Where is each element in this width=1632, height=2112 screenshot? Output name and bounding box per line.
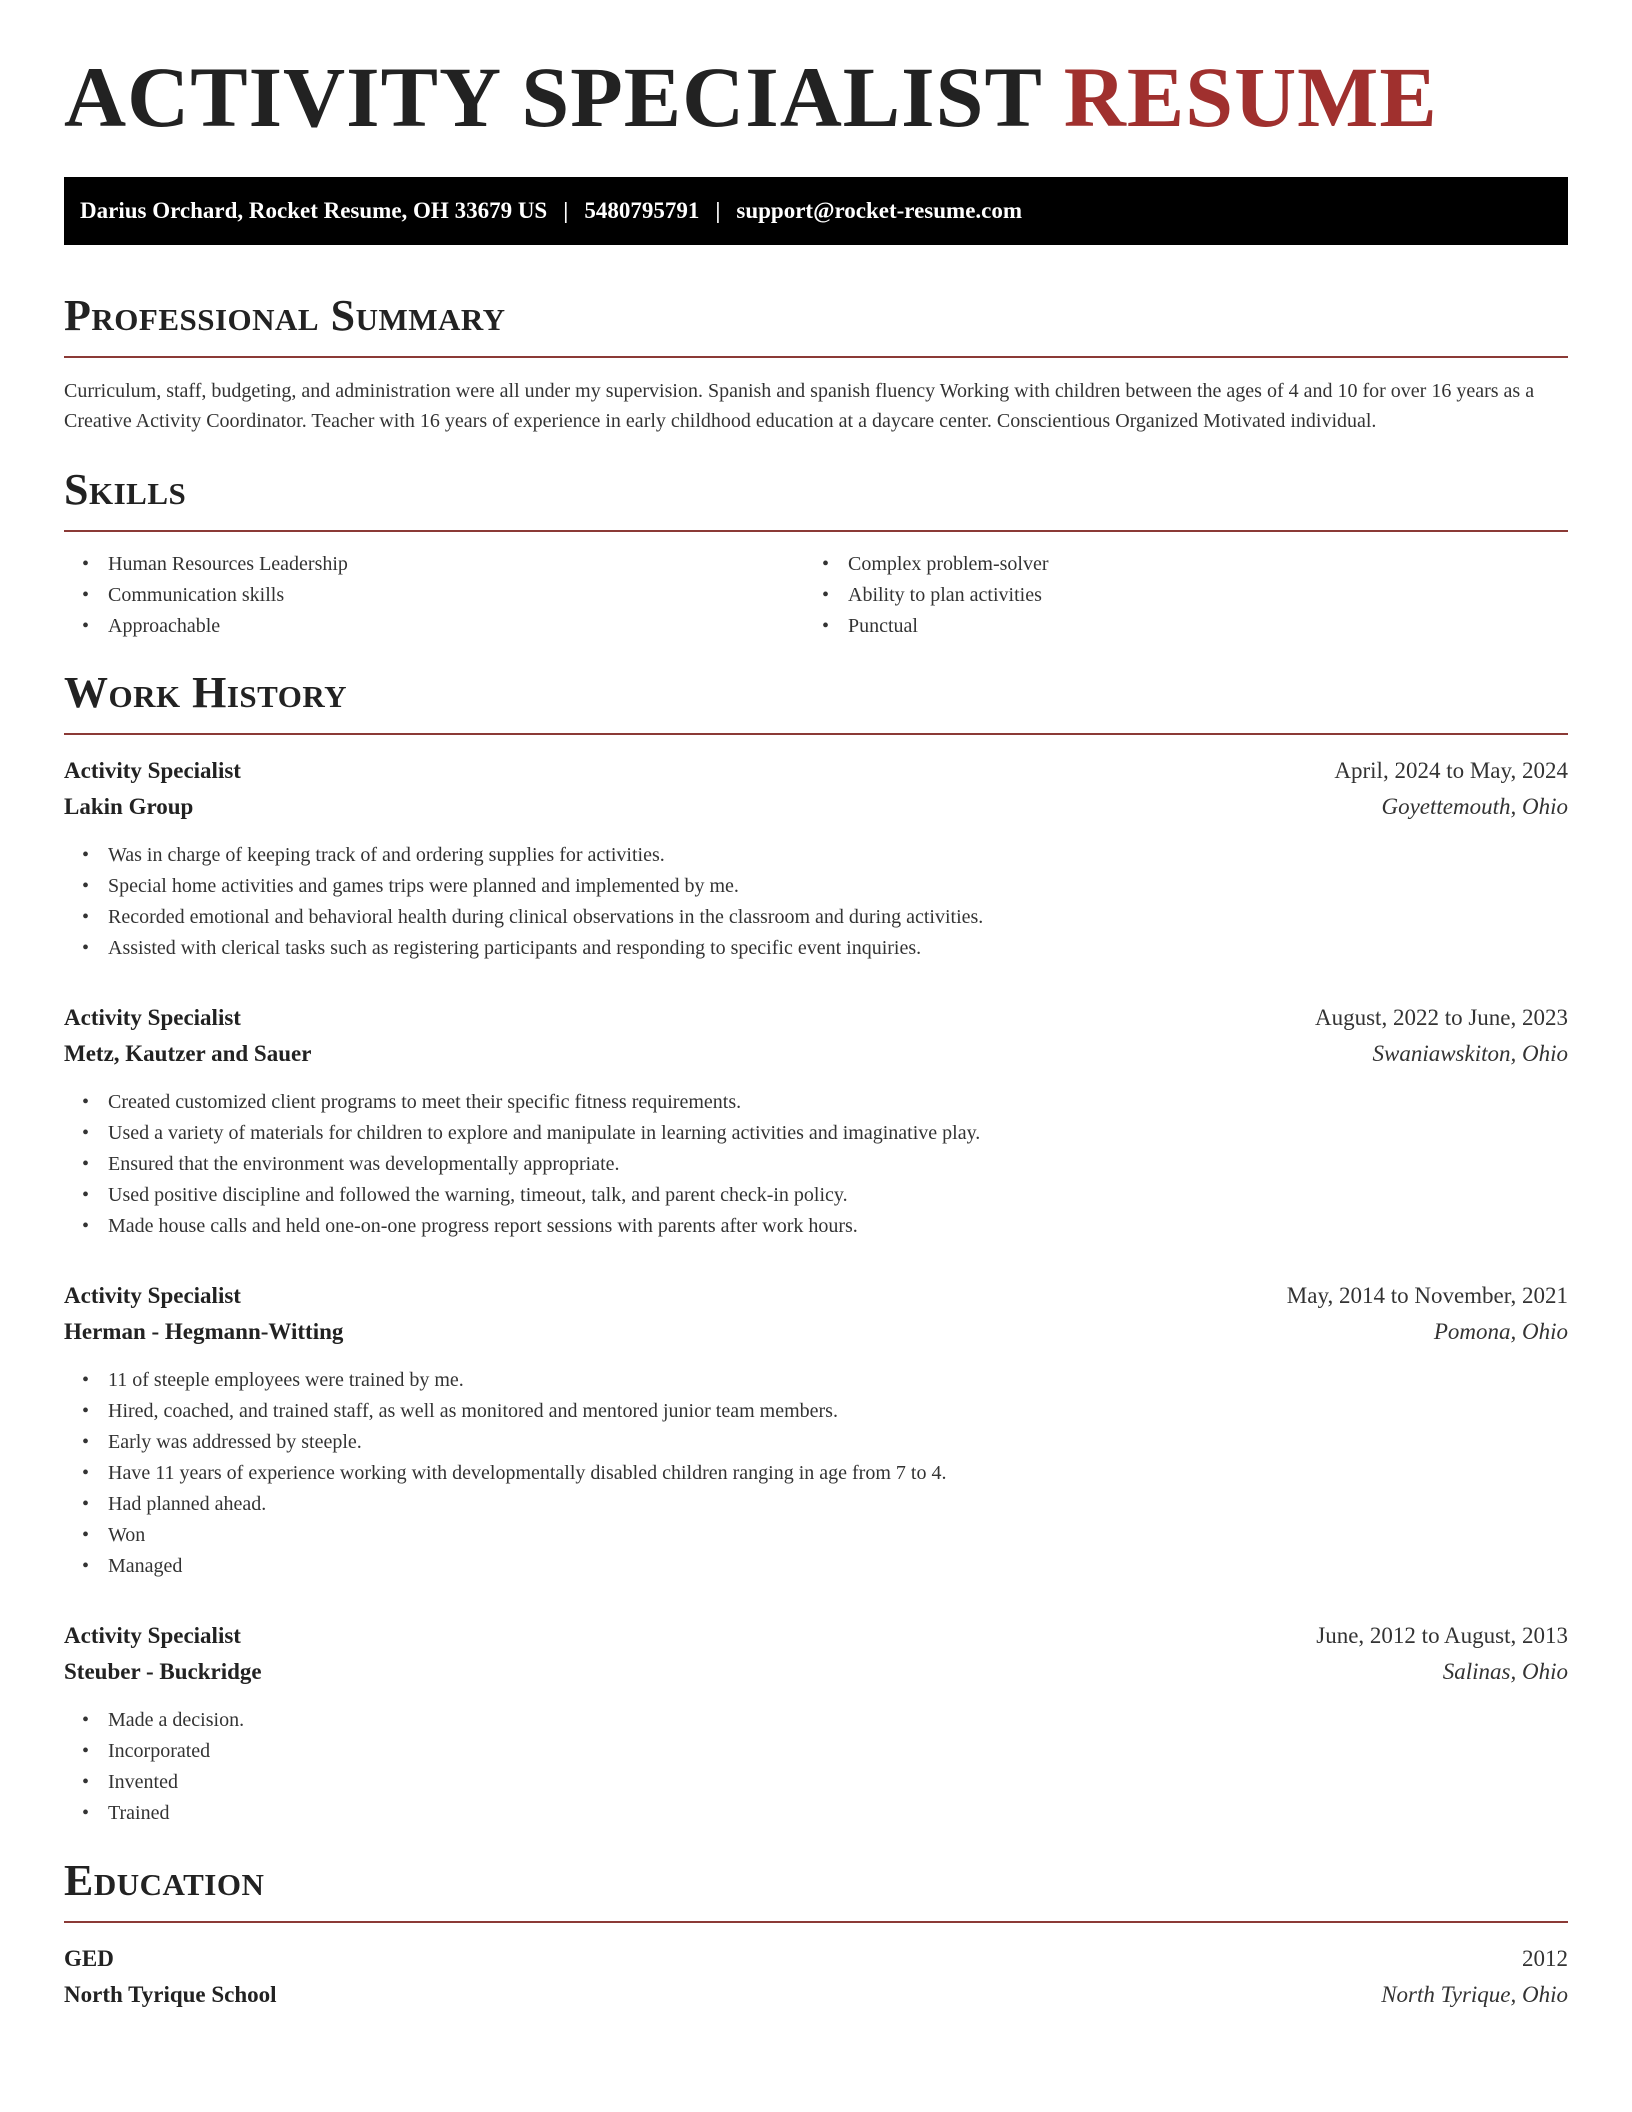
job-location: Goyettemouth, Ohio [1381, 794, 1568, 819]
education-degree: GED [64, 1946, 114, 1971]
skills-heading: Skills [64, 465, 187, 514]
summary-heading: Professional Summary [64, 291, 506, 340]
title-accent: RESUME [1063, 49, 1438, 145]
job-location: Pomona, Ohio [1433, 1319, 1568, 1344]
skill-item: • Human Resources Leadership [108, 549, 804, 580]
job-header-row [64, 1618, 1568, 1654]
contact-separator: | [563, 198, 569, 223]
job-entry [64, 753, 1568, 964]
job-bullet: • Have 11 years of experience working with developmentally disabled children ranging in age from 7 to 4. [108, 1458, 1568, 1489]
job-dates: April, 2024 to May, 2024 [1334, 758, 1568, 783]
summary-text: Curriculum, staff, budgeting, and administration were all under my supervision. Spanish and spanish fluency Working with children between the ages of 4 and 10 for over 16 years as a Creative Activity Coordinator. Teacher with 16 years of experience in early childhood education at a daycare center. Conscientious Organized Motivated individual. [64, 380, 1535, 432]
resume-title [64, 49, 1568, 145]
job-bullet: • Recorded emotional and behavioral health during clinical observations in the classroom and during activities. [108, 902, 1568, 933]
education-location: North Tyrique, Ohio [1381, 1982, 1568, 2007]
skills-column-right [804, 549, 1544, 642]
section-divider [64, 530, 1568, 532]
job-bullet: • Invented [108, 1767, 1568, 1798]
education-year: 2012 [1522, 1946, 1568, 1971]
job-company-row [64, 789, 1568, 825]
job-bullet: • Managed [108, 1551, 1568, 1582]
job-company: Lakin Group [64, 794, 194, 819]
section-divider [64, 1921, 1568, 1923]
job-bullets [64, 1365, 1568, 1582]
job-company: Metz, Kautzer and Sauer [64, 1041, 312, 1066]
summary-section [64, 291, 1568, 436]
job-bullet: • Special home activities and games trips were planned and implemented by me. [108, 871, 1568, 902]
job-company-row [64, 1036, 1568, 1072]
job-bullet: • Ensured that the environment was developmentally appropriate. [108, 1149, 1568, 1180]
job-bullet: • Early was addressed by steeple. [108, 1427, 1568, 1458]
job-company: Herman - Hegmann-Witting [64, 1319, 344, 1344]
contact-phone: 5480795791 [584, 198, 700, 223]
education-heading: Education [64, 1856, 265, 1905]
job-company-row [64, 1654, 1568, 1690]
job-bullets [64, 840, 1568, 964]
job-bullet: • Incorporated [108, 1736, 1568, 1767]
section-divider [64, 356, 1568, 358]
job-header-row [64, 1278, 1568, 1314]
education-section [64, 1856, 1568, 2013]
job-bullets [64, 1705, 1568, 1829]
job-bullet: • Made a decision. [108, 1705, 1568, 1736]
skills-column-left [64, 549, 804, 642]
job-company: Steuber - Buckridge [64, 1659, 262, 1684]
job-bullet: • Created customized client programs to meet their specific fitness requirements. [108, 1087, 1568, 1118]
job-bullet: • Was in charge of keeping track of and ordering supplies for activities. [108, 840, 1568, 871]
skill-item: • Approachable [108, 611, 804, 642]
job-bullet: • Made house calls and held one-on-one progress report sessions with parents after work hours. [108, 1211, 1568, 1242]
section-divider [64, 733, 1568, 735]
job-entry [64, 1000, 1568, 1242]
job-company-row [64, 1314, 1568, 1350]
job-location: Swaniawskiton, Ohio [1372, 1041, 1568, 1066]
job-title: Activity Specialist [64, 758, 241, 783]
job-dates: August, 2022 to June, 2023 [1315, 1005, 1568, 1030]
job-bullet: • Trained [108, 1798, 1568, 1829]
skills-grid [64, 549, 1568, 642]
contact-email: support@rocket-resume.com [736, 198, 1023, 223]
job-entry [64, 1618, 1568, 1829]
job-bullet: • Used positive discipline and followed the warning, timeout, talk, and parent check-in policy. [108, 1180, 1568, 1211]
skill-item: • Punctual [848, 611, 1544, 642]
job-title: Activity Specialist [64, 1005, 241, 1030]
job-header-row [64, 753, 1568, 789]
education-school: North Tyrique School [64, 1982, 277, 2007]
job-dates: June, 2012 to August, 2013 [1316, 1623, 1568, 1648]
title-main: ACTIVITY SPECIALIST [64, 49, 1042, 145]
job-location: Salinas, Ohio [1442, 1659, 1568, 1684]
education-school-row [64, 1977, 1568, 2013]
job-bullet: • Had planned ahead. [108, 1489, 1568, 1520]
contact-separator: | [715, 198, 721, 223]
job-bullet: • Assisted with clerical tasks such as registering participants and responding to specific event inquiries. [108, 933, 1568, 964]
skill-item: • Ability to plan activities [848, 580, 1544, 611]
job-bullet: • Used a variety of materials for children to explore and manipulate in learning activities and imaginative play. [108, 1118, 1568, 1149]
education-entry [64, 1941, 1568, 2013]
skill-item: • Complex problem-solver [848, 549, 1544, 580]
work-history-heading: Work History [64, 668, 348, 717]
skill-item: • Communication skills [108, 580, 804, 611]
job-entry [64, 1278, 1568, 1582]
contact-bar [64, 177, 1568, 245]
job-header-row [64, 1000, 1568, 1036]
contact-address: Darius Orchard, Rocket Resume, OH 33679 US [80, 198, 548, 223]
job-bullet: • Won [108, 1520, 1568, 1551]
job-title: Activity Specialist [64, 1623, 241, 1648]
job-bullet: • 11 of steeple employees were trained by me. [108, 1365, 1568, 1396]
work-history-section [64, 668, 1568, 1829]
job-bullet: • Hired, coached, and trained staff, as well as monitored and mentored junior team members. [108, 1396, 1568, 1427]
education-degree-row [64, 1941, 1568, 1977]
job-bullets [64, 1087, 1568, 1242]
job-dates: May, 2014 to November, 2021 [1286, 1283, 1568, 1308]
skills-section [64, 465, 1568, 642]
job-title: Activity Specialist [64, 1283, 241, 1308]
